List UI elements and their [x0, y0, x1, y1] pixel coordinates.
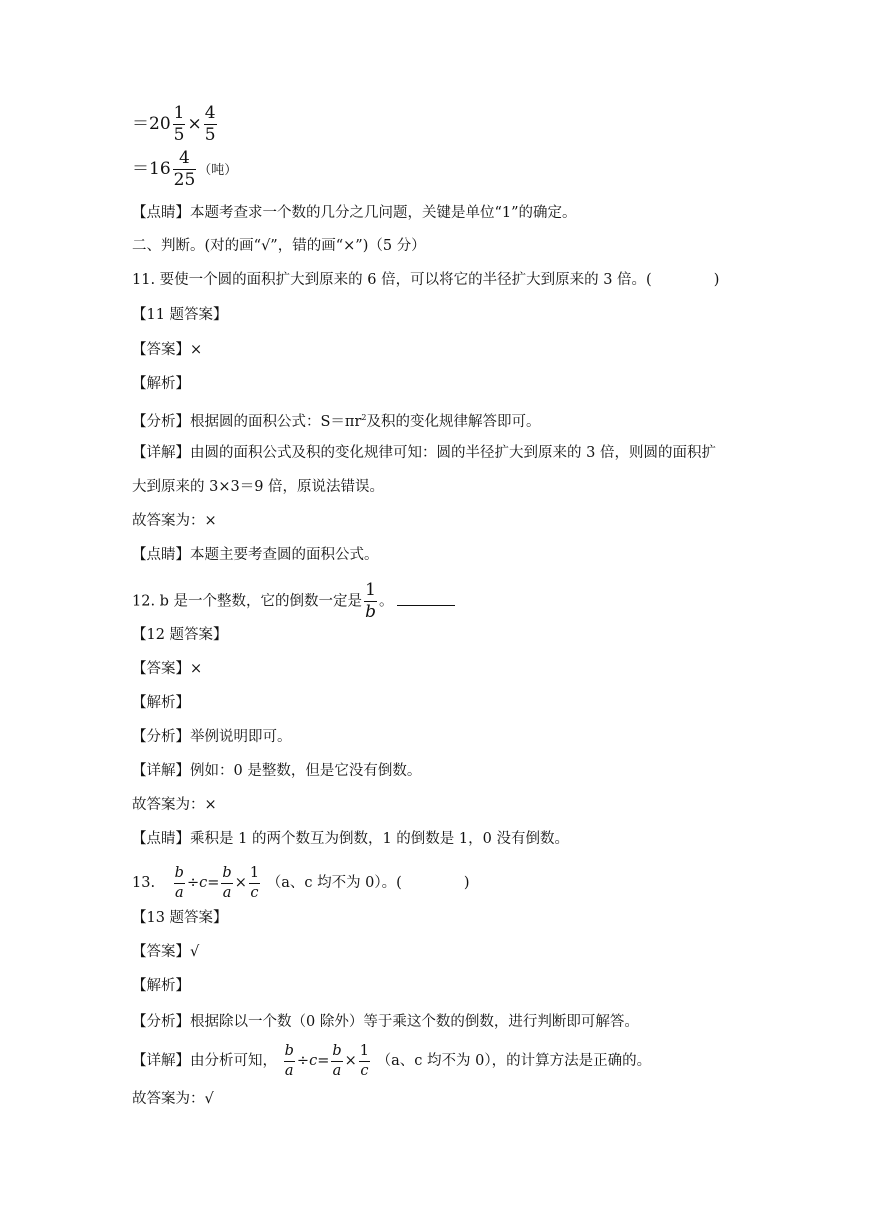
conclusion-13: 故答案为：√ [132, 1091, 214, 1107]
fenxi-13: 【分析】根据除以一个数（0 除外）等于乘这个数的倒数，进行判断即可解答。 [132, 1014, 639, 1030]
fraction-denominator: a [284, 1062, 294, 1079]
fraction-denominator: 5 [173, 125, 185, 145]
fenxi-text: 【分析】根据圆的面积公式：S＝πr [132, 413, 362, 430]
answer-header-13: 【13 题答案】 [132, 910, 228, 926]
fraction [364, 582, 377, 621]
answer-12: 【答案】× [132, 661, 203, 677]
calc-line-2 [132, 150, 237, 189]
equals-sign: = [317, 1053, 330, 1069]
divide-sign: ÷ [296, 1053, 310, 1069]
answer-13: 【答案】√ [132, 944, 200, 960]
fraction-numerator: b [332, 1043, 342, 1059]
fraction-bar [221, 883, 232, 884]
section-title: 二、判断。(对的画“√”，错的画“×”)（5 分） [132, 238, 426, 254]
question-12 [132, 582, 455, 621]
fraction [173, 150, 197, 189]
fraction-numerator: 1 [249, 865, 260, 881]
fenxi-12: 【分析】举例说明即可。 [132, 729, 292, 745]
analysis-12: 【解析】 [132, 695, 190, 711]
fraction-denominator: b [365, 602, 376, 622]
equals-sign: = [207, 875, 220, 891]
fenxi-text: 及积的变化规律解答即可。 [366, 413, 541, 430]
fraction [284, 1044, 295, 1078]
variable-c: c [309, 1053, 318, 1069]
unit-label: （吨） [198, 163, 238, 178]
fraction-numerator: 4 [204, 103, 216, 123]
fraction-denominator: a [332, 1062, 342, 1079]
fraction [221, 866, 232, 900]
calc-line-1 [132, 105, 219, 144]
times-sign: × [234, 875, 247, 891]
equals-sign: ＝ [132, 114, 149, 134]
fraction-denominator: c [250, 884, 259, 901]
fenxi-11 [132, 408, 541, 432]
fraction-denominator: a [174, 884, 184, 901]
question-13 [132, 866, 470, 900]
fraction [204, 105, 217, 144]
fraction [331, 1044, 342, 1078]
conclusion-11: 故答案为：× [132, 513, 217, 529]
detail-11-line2: 大到原来的 3×3＝9 倍，原说法错误。 [132, 479, 385, 495]
condition-text: （a、c 均不为 0）。( [266, 875, 402, 891]
question-number: 13. [132, 875, 156, 891]
detail-11-line1: 【详解】由圆的面积公式及积的变化规律可知：圆的半径扩大到原来的 3 倍，则圆的面积扩 [132, 445, 716, 461]
answer-11: 【答案】× [132, 342, 203, 358]
answer-header-11: 【11 题答案】 [132, 307, 228, 323]
question-11 [132, 270, 719, 290]
fraction-numerator: b [174, 865, 184, 881]
equals-sign: ＝ [132, 159, 149, 179]
fraction [249, 866, 260, 900]
fraction-numerator: 1 [365, 580, 376, 600]
comment-line: 【点睛】本题考查求一个数的几分之几问题，关键是单位“1”的确定。 [132, 205, 577, 221]
mixed-whole: 20 [149, 114, 171, 134]
fraction-bar [359, 1061, 370, 1062]
fraction [173, 105, 186, 144]
fraction-numerator: b [222, 865, 232, 881]
fraction-denominator: 5 [204, 125, 216, 145]
detail-text: 【详解】由分析可知， [132, 1053, 277, 1069]
fraction-numerator: 1 [173, 103, 185, 123]
fraction-bar [331, 1061, 342, 1062]
dianjing-11: 【点睛】本题主要考查圆的面积公式。 [132, 547, 379, 563]
detail-13 [132, 1044, 651, 1078]
dianjing-12: 【点睛】乘积是 1 的两个数互为倒数，1 的倒数是 1，0 没有倒数。 [132, 831, 569, 847]
fraction-bar [249, 883, 260, 884]
answer-blank [397, 593, 455, 606]
fraction-numerator: 1 [359, 1043, 370, 1059]
analysis-11: 【解析】 [132, 376, 190, 392]
fraction-numerator: b [284, 1043, 294, 1059]
fraction-bar [284, 1061, 295, 1062]
fraction-denominator: 25 [173, 170, 196, 190]
mixed-whole: 16 [149, 159, 171, 179]
period: 。 [378, 593, 394, 610]
divide-sign: ÷ [186, 875, 200, 891]
analysis-13: 【解析】 [132, 978, 190, 994]
superscript: 2 [361, 413, 367, 422]
answer-header-12: 【12 题答案】 [132, 627, 228, 643]
conclusion-12: 故答案为：× [132, 797, 217, 813]
fraction-bar [174, 883, 185, 884]
paren-close: ) [463, 875, 470, 891]
fraction-denominator: c [360, 1062, 369, 1079]
paren-close: ) [713, 272, 720, 288]
fraction-denominator: a [222, 884, 232, 901]
fraction-numerator: 4 [179, 148, 190, 168]
times-sign: × [187, 114, 202, 134]
detail-12: 【详解】例如：0 是整数，但是它没有倒数。 [132, 763, 422, 779]
variable-c: c [199, 875, 208, 891]
times-sign: × [344, 1053, 357, 1069]
fraction [359, 1044, 370, 1078]
fraction [174, 866, 185, 900]
question-text: 11. 要使一个圆的面积扩大到原来的 6 倍，可以将它的半径扩大到原来的 3 倍。( [132, 272, 652, 288]
detail-text: （a、c 均不为 0），的计算方法是正确的。 [376, 1053, 652, 1069]
question-text: 12. b 是一个整数，它的倒数一定是 [132, 593, 363, 610]
